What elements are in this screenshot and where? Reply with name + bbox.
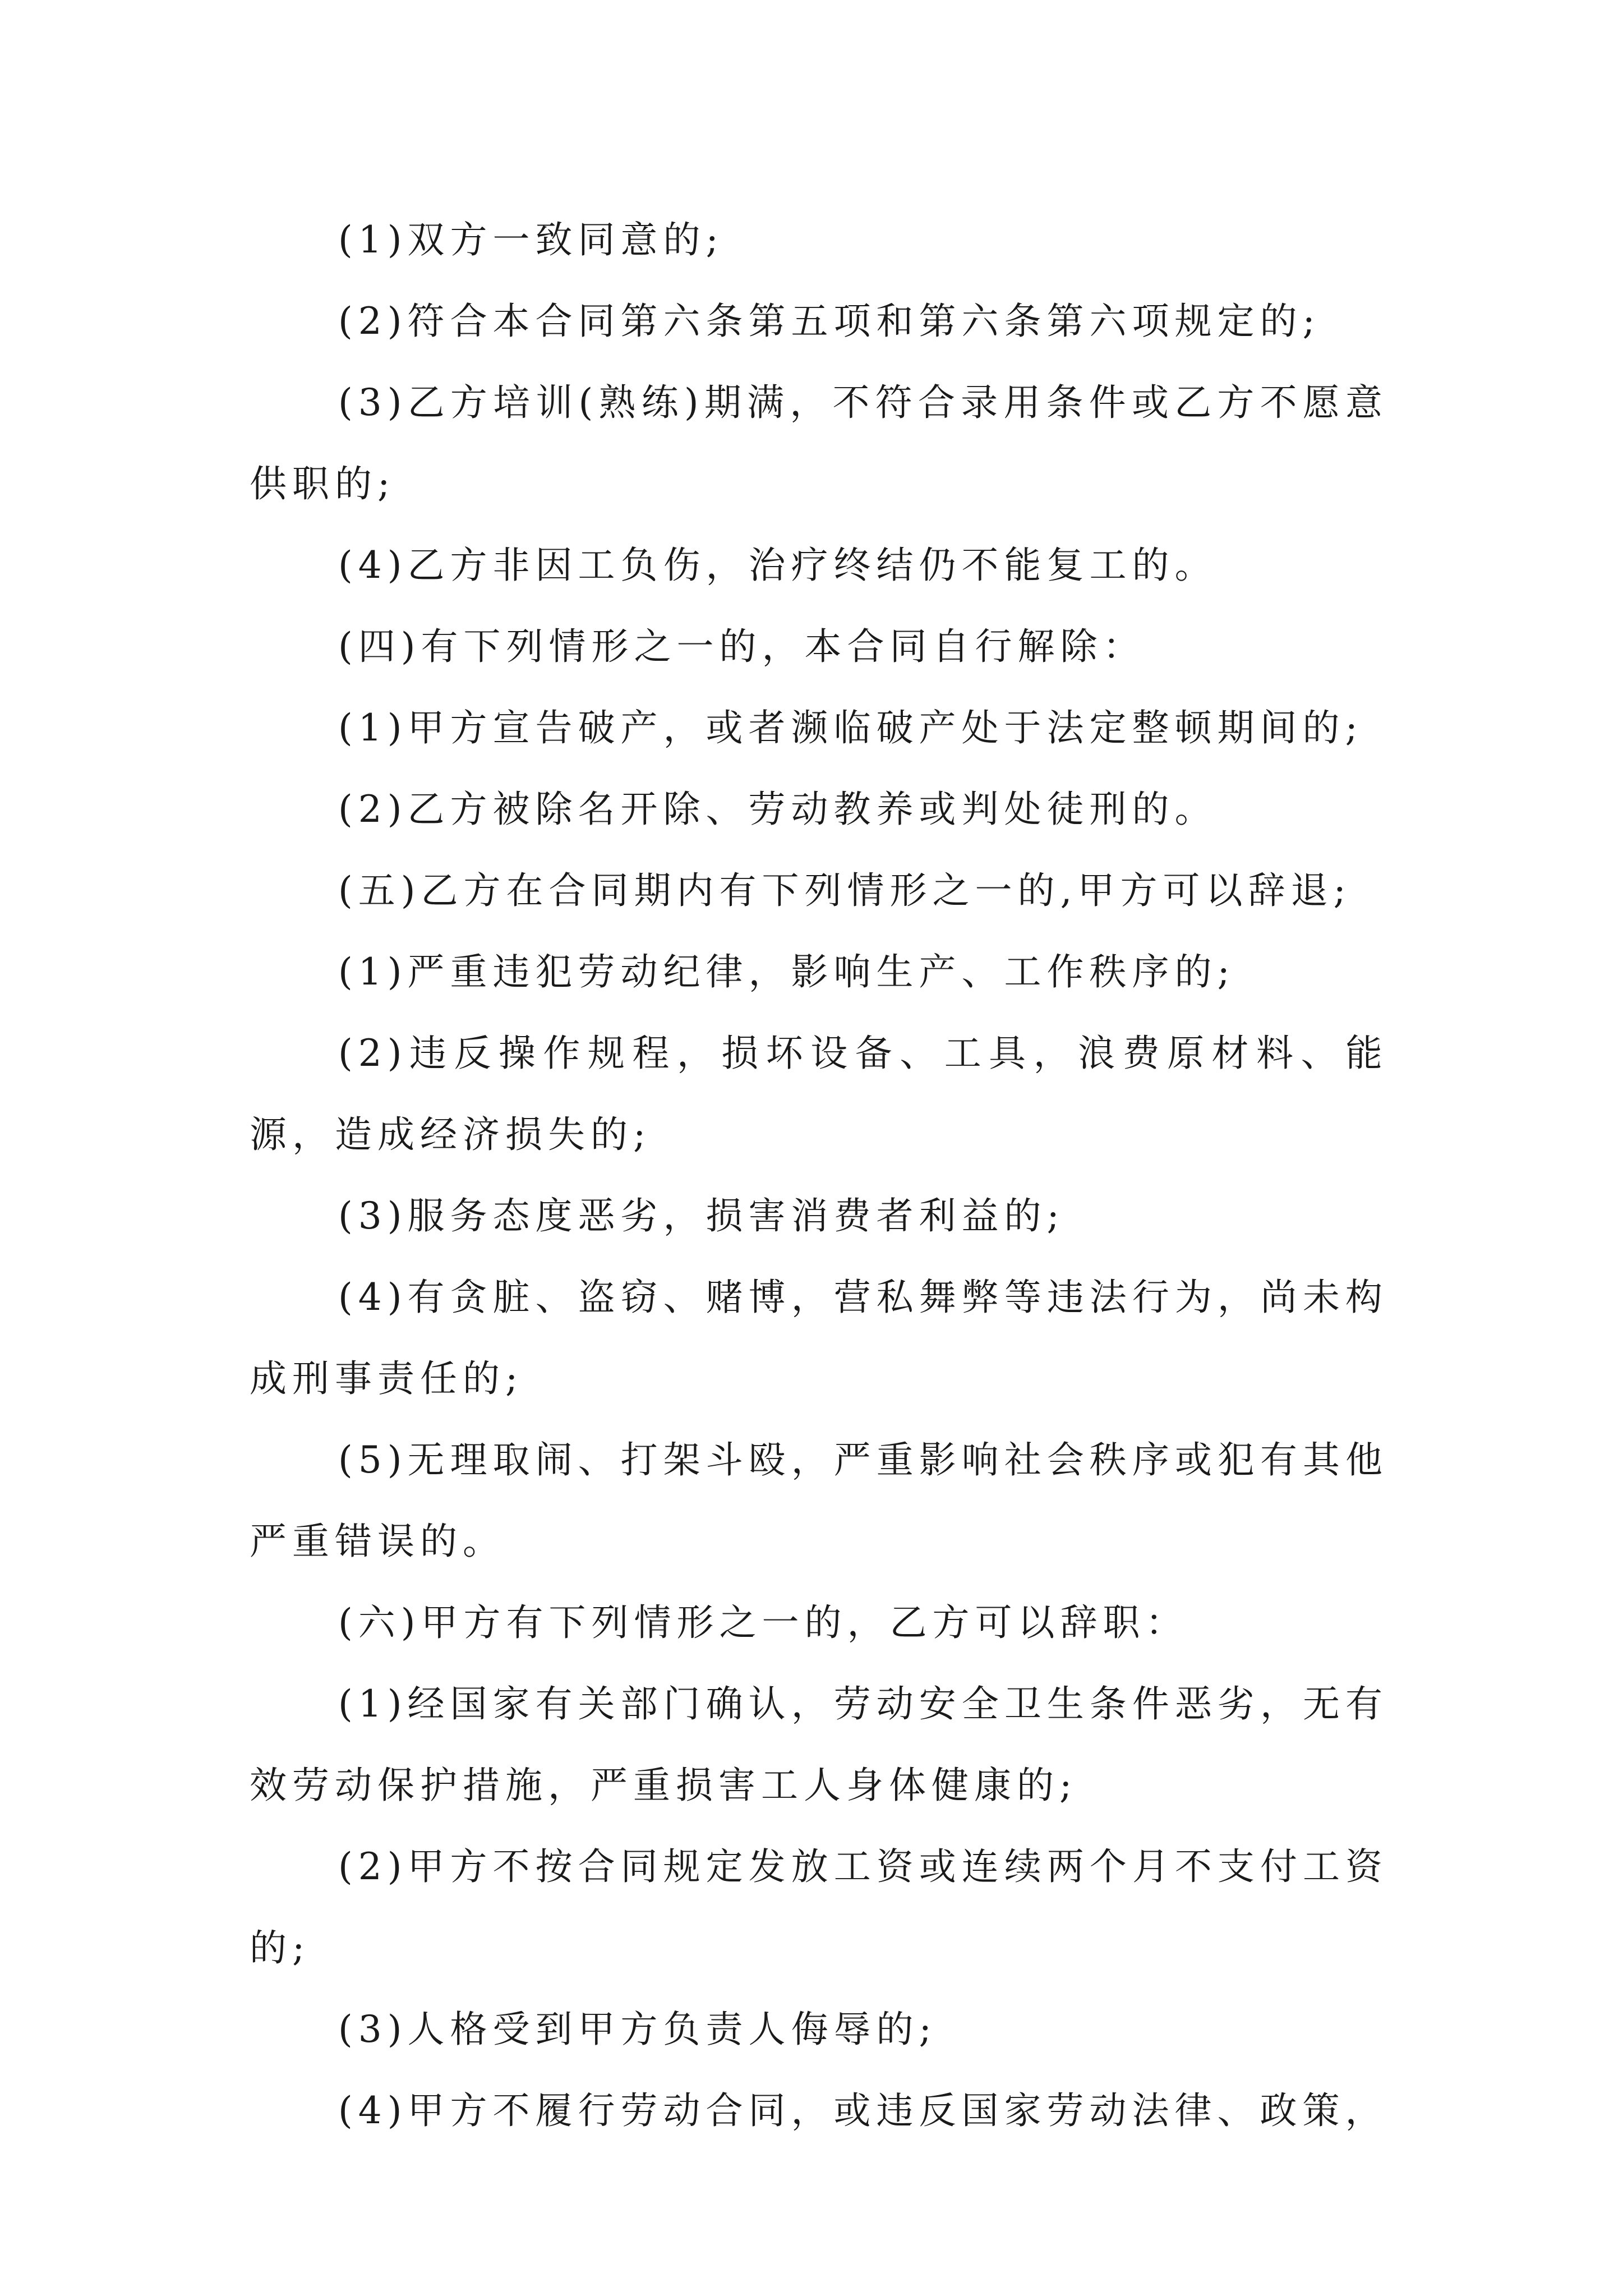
paragraph-14: (六)甲方有下列情形之一的，乙方可以辞职： (338, 1601, 1188, 1644)
paragraph-12: (4)有贪脏、盗窃、赌博，营私舞弊等违法行为，尚未构成刑事责任的; (250, 1276, 1388, 1400)
paragraph-3: (3)乙方培训(熟练)期满，不符合录用条件或乙方不愿意供职的; (250, 381, 1388, 505)
paragraph-5: (四)有下列情形之一的，本合同自行解除： (338, 625, 1146, 668)
paragraph-10: (2)违反操作规程，损坏设备、工具，浪费原材料、能源，造成经济损失的; (250, 1032, 1388, 1156)
paragraph-6: (1)甲方宣告破产，或者濒临破产处于法定整顿期间的; (338, 706, 1363, 749)
paragraph-17: (3)人格受到甲方负责人侮辱的; (338, 2008, 937, 2051)
paragraph-7: (2)乙方被除名开除、劳动教养或判处徒刑的。 (338, 788, 1218, 831)
paragraph-9: (1)严重违犯劳动纪律，影响生产、工作秩序的; (338, 950, 1235, 993)
paragraph-1: (1)双方一致同意的; (338, 218, 724, 261)
paragraph-13: (5)无理取闹、打架斗殴，严重影响社会秩序或犯有其他严重错误的。 (250, 1438, 1388, 1563)
document-body (250, 199, 1388, 2151)
paragraph-18: (4)甲方不履行劳动合同，或违反国家劳动法律、政策， (338, 2089, 1388, 2132)
paragraph-8: (五)乙方在合同期内有下列情形之一的,甲方可以辞退; (338, 869, 1352, 912)
paragraph-4: (4)乙方非因工负伤，治疗终结仍不能复工的。 (338, 544, 1218, 587)
paragraph-11: (3)服务态度恶劣，损害消费者利益的; (338, 1194, 1065, 1237)
paragraph-2: (2)符合本合同第六条第五项和第六条第六项规定的; (338, 300, 1321, 343)
paragraph-15: (1)经国家有关部门确认，劳动安全卫生条件恶劣，无有效劳动保护措施，严重损害工人身体健康的; (250, 1682, 1388, 1807)
paragraph-16: (2)甲方不按合同规定发放工资或连续两个月不支付工资的; (250, 1845, 1388, 1970)
